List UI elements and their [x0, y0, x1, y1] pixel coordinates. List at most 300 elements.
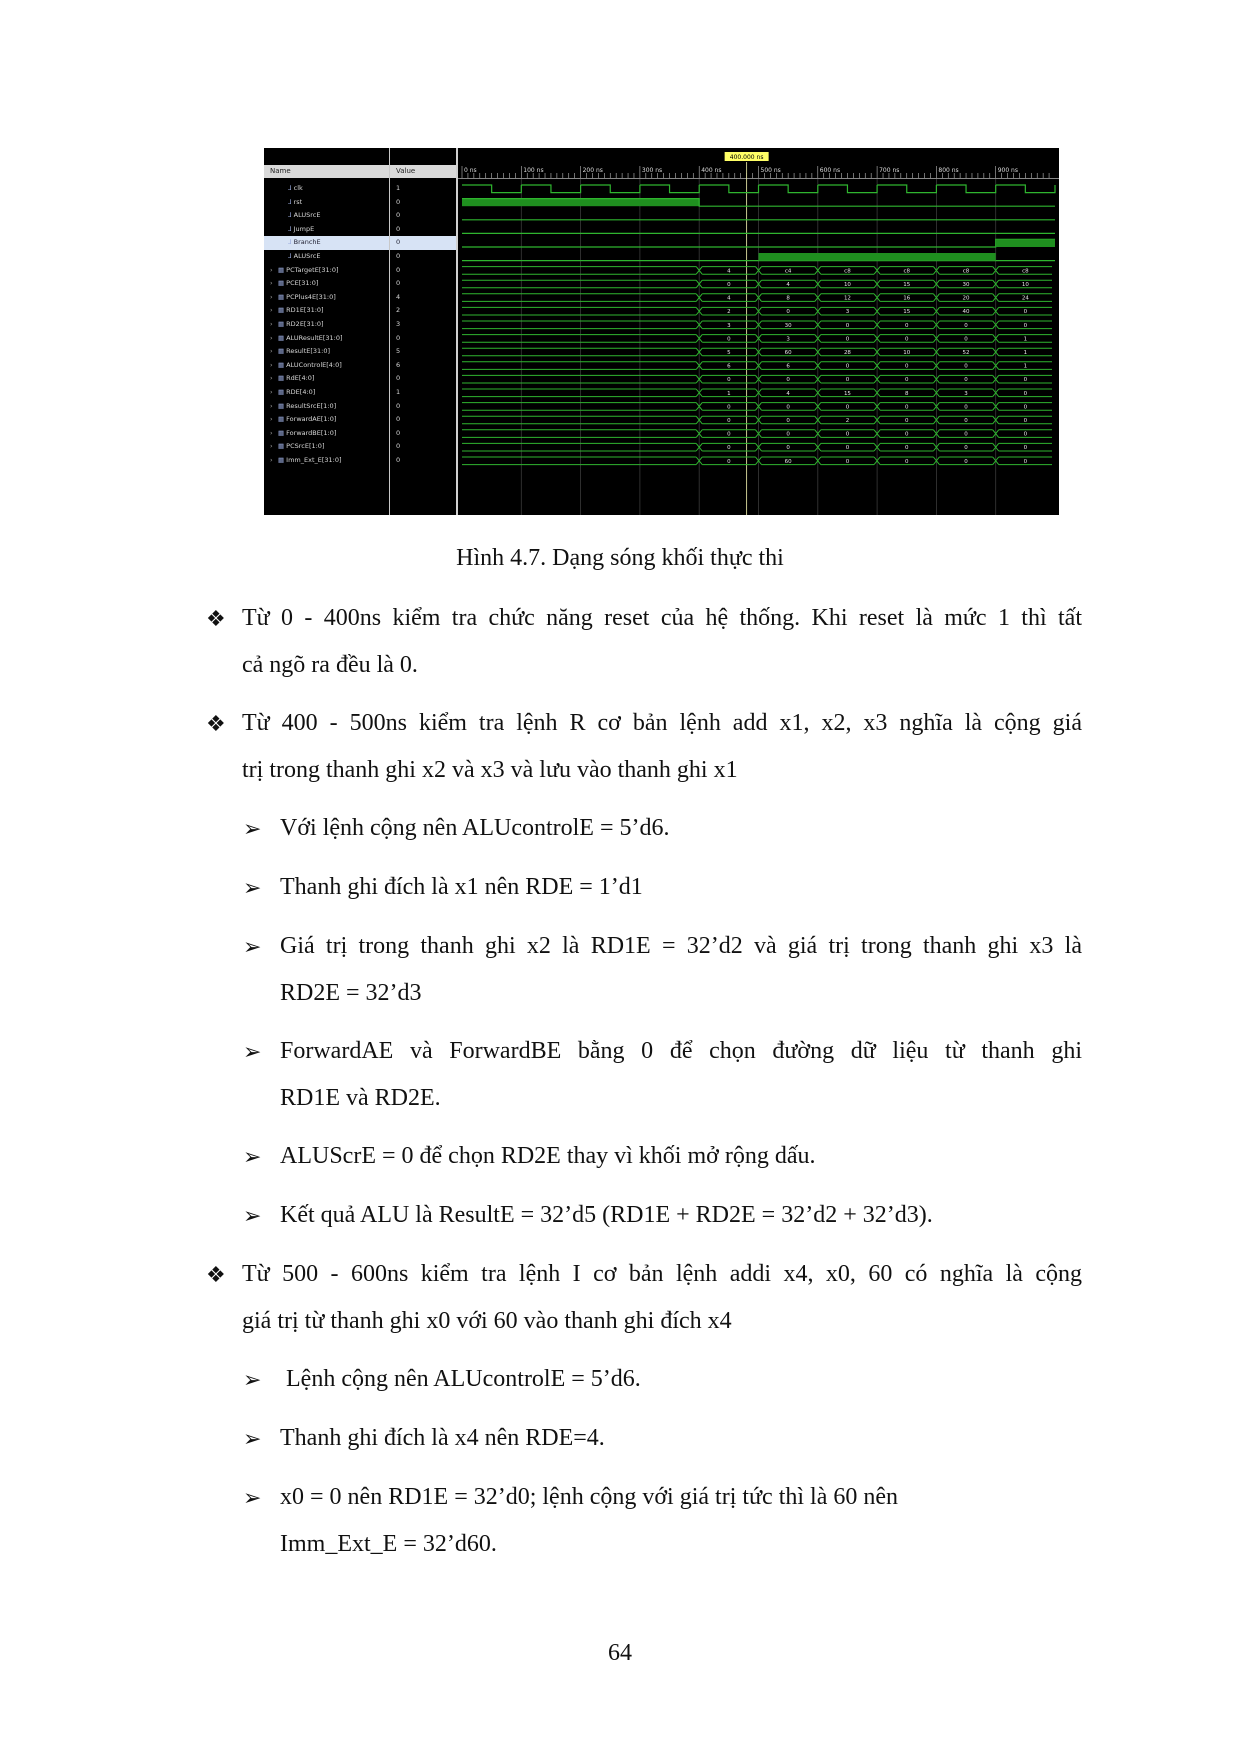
arrow-bullet-icon: ➢	[243, 1426, 262, 1451]
signal-name-row[interactable]	[264, 182, 389, 196]
bus-value-label: 15	[903, 282, 911, 288]
bus-value-label: 0	[786, 431, 790, 438]
bus-waveform-segment	[756, 307, 815, 315]
expand-arrow-icon[interactable]: ›	[270, 306, 273, 315]
expand-arrow-icon[interactable]: ›	[270, 428, 273, 437]
expand-arrow-icon[interactable]: ›	[270, 347, 273, 356]
expand-arrow-icon[interactable]: ›	[270, 279, 273, 288]
bus-value-label: c8	[844, 268, 851, 275]
bus-value-label: 0	[905, 458, 909, 465]
arrow-bullet-icon: ➢	[243, 1203, 262, 1228]
bus-signal-icon: ▦	[278, 347, 285, 356]
bullet-3-line-1: Từ 500 - 600ns kiểm tra lệnh I cơ bản lệnh addi x4, x0, 60 có nghĩa là cộng	[242, 1261, 1082, 1287]
bus-value-label: 0	[786, 309, 790, 316]
bus-waveform-segment	[993, 389, 1052, 397]
signal-name: ALUResultE[31:0]	[286, 333, 343, 342]
bullet-diamond-icon: ❖	[206, 711, 226, 736]
bus-value-label: 0	[845, 431, 850, 438]
bus-value-label: c8	[1022, 268, 1029, 275]
bus-waveform	[462, 389, 696, 397]
bus-waveform	[462, 280, 696, 288]
bullet-2-sub-1: Với lệnh cộng nên ALUcontrolE = 5’d6.	[280, 815, 670, 841]
bus-waveform-segment	[993, 362, 1052, 370]
bus-value-label: 0	[1023, 390, 1028, 397]
bus-value-label: 3	[845, 309, 850, 316]
signal-name-row[interactable]	[264, 318, 389, 332]
bus-value-label: 0	[727, 458, 731, 465]
bus-value-label: 0	[964, 336, 968, 343]
name-column-header: Name	[264, 165, 389, 178]
bus-waveform-segment	[756, 362, 815, 370]
bullet-2-sub-4-line-1: ForwardAE và ForwardBE bằng 0 để chọn đường dữ liệu từ thanh ghi	[280, 1038, 1082, 1064]
time-tick-label: 500 ns	[760, 167, 781, 174]
bus-value-label: 30	[962, 282, 970, 288]
bus-value-label: 40	[962, 309, 970, 316]
bus-waveform-segment	[815, 403, 874, 411]
bullet-2-sub-5: ALUScrE = 0 để chọn RD2E thay vì khối mở rộng dấu.	[280, 1143, 816, 1169]
signal-value: 0	[396, 442, 401, 451]
signal-name-row[interactable]	[264, 345, 389, 359]
bus-value-label: 1	[1023, 336, 1028, 343]
bus-waveform-segment	[815, 430, 874, 438]
bus-value-label: 0	[1023, 458, 1028, 465]
bus-value-label: 1	[1023, 363, 1028, 370]
bus-value-label: 12	[843, 295, 851, 302]
bullet-1-line-2: cả ngõ ra đều là 0.	[242, 652, 418, 678]
bus-waveform-segment	[993, 457, 1052, 465]
bus-value-label: 60	[784, 458, 792, 465]
bus-waveform	[462, 307, 696, 315]
waveform-figure	[264, 148, 1059, 515]
bus-value-label: 0	[845, 322, 850, 329]
signal-value: 0	[396, 224, 401, 233]
bus-waveform-segment	[815, 416, 874, 424]
bus-value-label: 6	[727, 363, 731, 370]
signal-name: RD2E[31:0]	[286, 320, 324, 328]
bus-value-label: 0	[905, 322, 909, 329]
signal-name: ALUSrcE	[293, 252, 321, 260]
signal-value: 4	[396, 292, 401, 301]
bus-waveform-segment	[756, 389, 815, 397]
bit-signal-icon: ⅃	[288, 184, 292, 192]
bus-waveform-segment	[756, 280, 815, 288]
bus-waveform-segment	[756, 430, 815, 438]
signal-name-row[interactable]	[264, 196, 389, 210]
bullet-3-line-2: giá trị từ thanh ghi x0 với 60 vào thanh ghi đích x4	[242, 1308, 732, 1334]
bus-waveform	[462, 348, 696, 356]
bus-value-label: 10	[903, 350, 911, 356]
signal-name: ForwardBE[1:0]	[286, 428, 337, 437]
signal-value: 0	[396, 279, 401, 288]
signal-name-row[interactable]	[264, 440, 389, 454]
bullet-2-sub-4-line-2: RD1E và RD2E.	[280, 1085, 441, 1111]
signal-name: ALUSrcE	[293, 211, 321, 220]
bus-signal-icon: ▦	[278, 333, 285, 342]
time-tick-label: 300 ns	[641, 167, 663, 174]
alusrc-high-region	[759, 253, 996, 261]
signal-value: 0	[396, 374, 401, 383]
signal-name-row[interactable]	[264, 400, 389, 414]
bus-value-label: 0	[1023, 418, 1028, 424]
signal-name-row[interactable]	[264, 264, 389, 278]
bus-value-label: 0	[845, 363, 850, 370]
page-number: 64	[608, 1640, 632, 1666]
bus-value-label: 10	[1021, 282, 1029, 288]
bus-waveform-segment	[874, 335, 933, 343]
signal-name: ResultE[31:0]	[286, 347, 331, 356]
bus-waveform-segment	[993, 348, 1052, 356]
bus-value-label: 15	[903, 309, 911, 316]
bullet-3-sub-3	[280, 1474, 1082, 1568]
expand-arrow-icon[interactable]: ›	[270, 333, 273, 342]
bus-signal-icon: ▦	[278, 456, 285, 464]
signal-name-row[interactable]	[264, 236, 389, 250]
signal-value-panel	[390, 148, 458, 515]
signal-name: PCSrcE[1:0]	[286, 442, 325, 451]
bus-waveform-segment	[815, 443, 874, 451]
bus-waveform-segment	[874, 389, 933, 397]
bus-waveform-segment	[933, 375, 992, 383]
bus-value-label: 0	[964, 322, 968, 329]
bus-waveform	[462, 416, 696, 424]
bus-waveform-segment	[993, 403, 1052, 411]
signal-value: 1	[396, 388, 401, 396]
bus-value-label: 0	[845, 458, 850, 465]
bus-waveform	[462, 321, 696, 329]
signal-value: 0	[396, 252, 401, 260]
bus-waveform-segment	[874, 430, 933, 438]
bus-value-label: 0	[1023, 377, 1028, 384]
bus-waveform-segment	[933, 430, 992, 438]
bus-waveform-segment	[756, 294, 815, 302]
bus-value-label: 0	[905, 377, 909, 384]
bus-value-label: 15	[843, 390, 851, 397]
bus-waveform-segment	[756, 416, 815, 424]
bus-waveform	[462, 375, 696, 383]
bus-signal-icon: ▦	[278, 279, 285, 288]
signal-value: 0	[396, 265, 401, 274]
bus-waveform-segment	[756, 443, 815, 451]
bus-value-label: 0	[845, 445, 850, 452]
bus-value-label: 0	[845, 377, 850, 384]
bus-waveform-segment	[933, 389, 992, 397]
cursor-time-label: 400.000 ns	[729, 154, 764, 161]
bus-waveform-segment	[993, 335, 1052, 343]
bus-waveform-segment	[933, 416, 992, 424]
signal-name: BranchE	[293, 238, 321, 247]
bullet-2-line-1: Từ 400 - 500ns kiểm tra lệnh R cơ bản lệnh add x1, x2, x3 nghĩa là cộng giá	[242, 710, 1082, 736]
bullet-1-text	[242, 595, 1082, 689]
arrow-bullet-icon: ➢	[243, 1485, 262, 1510]
bus-value-label: 0	[964, 404, 968, 411]
bus-value-label: 10	[843, 282, 851, 288]
bus-waveform-segment	[933, 362, 992, 370]
expand-arrow-icon[interactable]: ›	[270, 401, 273, 410]
signal-name-row[interactable]	[264, 413, 389, 427]
expand-arrow-icon[interactable]: ›	[270, 360, 273, 369]
bullet-3-sub-1: Lệnh cộng nên ALUcontrolE = 5’d6.	[280, 1366, 641, 1392]
bus-signal-icon: ▦	[278, 428, 285, 437]
signal-name: clk	[293, 184, 303, 192]
bus-value-label: 8	[905, 390, 909, 397]
bus-value-label: 0	[727, 431, 731, 438]
bus-value-label: 52	[962, 350, 970, 356]
waveform-plot	[458, 148, 1059, 515]
expand-arrow-icon[interactable]: ›	[270, 415, 273, 424]
bus-value-label: 0	[964, 377, 968, 384]
bus-value-label: 16	[903, 295, 911, 302]
bus-value-label: 28	[843, 350, 851, 356]
bus-waveform-segment	[815, 457, 874, 465]
bus-waveform-segment	[993, 307, 1052, 315]
bus-signal-icon: ▦	[278, 415, 285, 424]
bus-value-label: 20	[962, 295, 970, 302]
bus-value-label: 2	[727, 309, 731, 316]
bit-signal-icon: ⅃	[288, 224, 292, 233]
bus-waveform-segment	[993, 321, 1052, 329]
arrow-bullet-icon: ➢	[243, 816, 262, 841]
bus-value-label: 0	[905, 404, 909, 411]
arrow-bullet-icon: ➢	[243, 1144, 262, 1169]
bus-signal-icon: ▦	[278, 292, 285, 301]
bus-waveform	[462, 403, 696, 411]
bus-value-label: 3	[786, 336, 790, 343]
signal-name-row[interactable]	[264, 209, 389, 223]
bus-waveform-segment	[993, 416, 1052, 424]
signal-name: ALUControlE[4:0]	[286, 360, 342, 369]
bus-value-label: 3	[964, 390, 968, 397]
bit-signal-icon: ⅃	[288, 238, 292, 247]
value-column-header: Value	[390, 165, 456, 178]
bus-waveform-segment	[756, 403, 815, 411]
signal-name-row[interactable]	[264, 454, 389, 468]
time-tick-label: 900 ns	[997, 167, 1018, 174]
bit-signal-icon: ⅃	[288, 197, 292, 206]
bus-waveform	[462, 335, 696, 343]
bus-value-label: 0	[727, 418, 731, 424]
bus-waveform-segment	[933, 443, 992, 451]
expand-arrow-icon[interactable]: ›	[270, 292, 273, 301]
waveform-area	[458, 148, 1059, 515]
signal-name: RdE[4:0]	[286, 374, 315, 383]
bus-waveform-segment	[756, 335, 815, 343]
bus-signal-icon: ▦	[278, 374, 285, 383]
bus-value-label: 0	[964, 458, 968, 465]
bus-value-label: 0	[1023, 431, 1028, 438]
bullet-2-sub-2: Thanh ghi đích là x1 nên RDE = 1’d1	[280, 874, 643, 900]
bus-value-label: 0	[964, 418, 968, 424]
bus-waveform-segment	[815, 375, 874, 383]
bus-waveform-segment	[874, 403, 933, 411]
rst-high-region	[462, 199, 699, 207]
bus-value-label: 0	[905, 445, 909, 452]
signal-value: 0	[390, 236, 456, 250]
bus-waveform	[462, 267, 696, 275]
bullet-2-sub-4	[280, 1028, 1082, 1122]
bullet-3-sub-3-line-2: Imm_Ext_E = 32’d60.	[280, 1531, 497, 1557]
signal-value: 0	[396, 415, 401, 424]
bus-value-label: 0	[1023, 322, 1028, 329]
signal-name: PCPlus4E[31:0]	[286, 292, 336, 301]
bus-waveform-segment	[756, 375, 815, 383]
bus-value-label: 30	[784, 322, 792, 329]
signal-name-row[interactable]	[264, 386, 389, 400]
bus-value-label: c8	[962, 268, 970, 275]
bullet-diamond-icon: ❖	[206, 606, 226, 631]
bus-value-label: 0	[786, 377, 790, 384]
bus-waveform-segment	[815, 335, 874, 343]
signal-value: 6	[396, 360, 401, 369]
bus-waveform-segment	[874, 362, 933, 370]
bullet-2-sub-3-line-2: RD2E = 32’d3	[280, 980, 422, 1006]
signal-value: 0	[396, 211, 401, 220]
bus-value-label: 8	[786, 295, 790, 302]
bus-signal-icon: ▦	[278, 360, 285, 369]
arrow-bullet-icon: ➢	[243, 1039, 262, 1064]
bus-waveform-segment	[993, 375, 1052, 383]
bus-value-label: 0	[845, 336, 850, 343]
signal-value: 0	[396, 456, 401, 464]
bus-waveform-segment	[933, 403, 992, 411]
signal-name-row[interactable]	[264, 332, 389, 346]
bus-waveform-segment	[874, 375, 933, 383]
bus-value-label: 0	[964, 445, 968, 452]
bus-waveform	[462, 294, 696, 302]
bus-waveform-segment	[815, 321, 874, 329]
signal-name-row[interactable]	[264, 277, 389, 291]
expand-arrow-icon[interactable]: ›	[270, 456, 273, 464]
bullet-3-text	[242, 1251, 1082, 1345]
bullet-3-sub-3-line-1: x0 = 0 nên RD1E = 32’d0; lệnh cộng với giá trị tức thì là 60 nên	[280, 1484, 898, 1510]
bit-signal-icon: ⅃	[288, 252, 292, 260]
bus-value-label: 4	[727, 295, 731, 302]
bus-value-label: 5	[727, 350, 731, 356]
bus-signal-icon: ▦	[278, 401, 285, 410]
bus-value-label: 0	[727, 282, 731, 288]
bus-value-label: c8	[903, 268, 911, 275]
bus-waveform-segment	[874, 443, 933, 451]
bus-waveform-segment	[815, 307, 874, 315]
signal-name: RD1E[31:0]	[286, 306, 324, 315]
bus-waveform-segment	[933, 457, 992, 465]
signal-name: ResultSrcE[1:0]	[286, 401, 337, 410]
signal-name-row[interactable]	[264, 223, 389, 237]
bit-signal-icon: ⅃	[288, 211, 292, 220]
signal-name-row[interactable]	[264, 304, 389, 318]
bus-value-label: 0	[905, 431, 909, 438]
figure-caption: Hình 4.7. Dạng sóng khối thực thi	[456, 545, 784, 571]
bus-value-label: 3	[727, 322, 731, 329]
signal-name: RDE[4:0]	[286, 388, 316, 396]
signal-name: ForwardAE[1:0]	[286, 415, 337, 424]
bullet-diamond-icon: ❖	[206, 1262, 226, 1287]
bus-waveform	[462, 457, 696, 465]
bus-signal-icon: ▦	[278, 320, 285, 328]
bus-value-label: 0	[845, 404, 850, 411]
signal-value: 1	[396, 184, 401, 192]
bus-value-label: 0	[964, 431, 968, 438]
bullet-2-sub-3	[280, 923, 1082, 1017]
signal-value: 2	[396, 306, 401, 315]
bus-value-label: 0	[786, 418, 790, 424]
expand-arrow-icon[interactable]: ›	[270, 265, 273, 274]
clk-waveform	[462, 185, 1055, 193]
bus-value-label: c4	[784, 268, 792, 275]
expand-arrow-icon[interactable]: ›	[270, 388, 273, 396]
bus-waveform-segment	[815, 362, 874, 370]
signal-value: 0	[396, 401, 401, 410]
signal-value: 3	[396, 320, 401, 328]
bus-value-label: 0	[964, 363, 968, 370]
bus-waveform-segment	[933, 335, 992, 343]
signal-name-row[interactable]	[264, 427, 389, 441]
bus-waveform-segment	[874, 416, 933, 424]
signal-value: 5	[396, 347, 401, 356]
signal-name: PCTargetE[31:0]	[286, 265, 339, 274]
signal-value: 0	[396, 197, 401, 206]
time-tick-label: 100 ns	[523, 167, 544, 174]
bus-value-label: 0	[905, 418, 909, 424]
bus-waveform	[462, 430, 696, 438]
signal-name: rst	[293, 197, 303, 206]
bus-value-label: 60	[784, 350, 792, 356]
bus-waveform-segment	[933, 321, 992, 329]
bus-value-label: 0	[905, 363, 909, 370]
expand-arrow-icon[interactable]: ›	[270, 442, 273, 451]
bus-value-label: 1	[1023, 350, 1028, 356]
bus-value-label: 0	[727, 445, 731, 452]
branch-high-region	[996, 239, 1055, 247]
expand-arrow-icon[interactable]: ›	[270, 374, 273, 383]
time-tick-label: 0 ns	[464, 167, 477, 174]
bus-waveform-segment	[993, 443, 1052, 451]
bus-value-label: 0	[727, 377, 731, 384]
bus-value-label: 0	[727, 404, 731, 411]
bus-value-label: 0	[1023, 309, 1028, 316]
signal-name-row[interactable]	[264, 291, 389, 305]
bus-signal-icon: ▦	[278, 265, 285, 274]
time-tick-label: 700 ns	[879, 167, 900, 174]
bus-value-label: 0	[786, 404, 790, 411]
arrow-bullet-icon: ➢	[243, 1367, 262, 1392]
bus-value-label: 0	[1023, 404, 1028, 411]
bus-value-label: 0	[1023, 445, 1028, 452]
signal-name-row[interactable]	[264, 359, 389, 373]
bus-value-label: 0	[727, 336, 731, 343]
signal-name-panel	[264, 148, 390, 515]
bus-signal-icon: ▦	[278, 442, 285, 451]
time-tick-label: 600 ns	[819, 167, 841, 174]
bullet-1-line-1: Từ 0 - 400ns kiểm tra chức năng reset của hệ thống. Khi reset là mức 1 thì tất	[242, 605, 1082, 631]
bullet-2-line-2: trị trong thanh ghi x2 và x3 và lưu vào thanh ghi x1	[242, 757, 738, 783]
time-tick-label: 200 ns	[582, 167, 603, 174]
arrow-bullet-icon: ➢	[243, 934, 262, 959]
bus-waveform-segment	[993, 430, 1052, 438]
signal-name-row[interactable]	[264, 372, 389, 386]
bullet-3-sub-2: Thanh ghi đích là x4 nên RDE=4.	[280, 1425, 605, 1451]
bus-signal-icon: ▦	[278, 388, 285, 396]
bus-waveform	[462, 443, 696, 451]
signal-name: Imm_Ext_E[31:0]	[286, 456, 342, 464]
time-tick-label: 800 ns	[938, 167, 959, 174]
expand-arrow-icon[interactable]: ›	[270, 320, 273, 328]
signal-name-row[interactable]	[264, 250, 389, 264]
bullet-2-text	[242, 700, 1082, 794]
bus-waveform-segment	[874, 457, 933, 465]
signal-value: 0	[396, 428, 401, 437]
bullet-2-sub-6: Kết quả ALU là ResultE = 32’d5 (RD1E + RD2E = 32’d2 + 32’d3).	[280, 1202, 933, 1228]
bus-value-label: 2	[845, 418, 850, 424]
